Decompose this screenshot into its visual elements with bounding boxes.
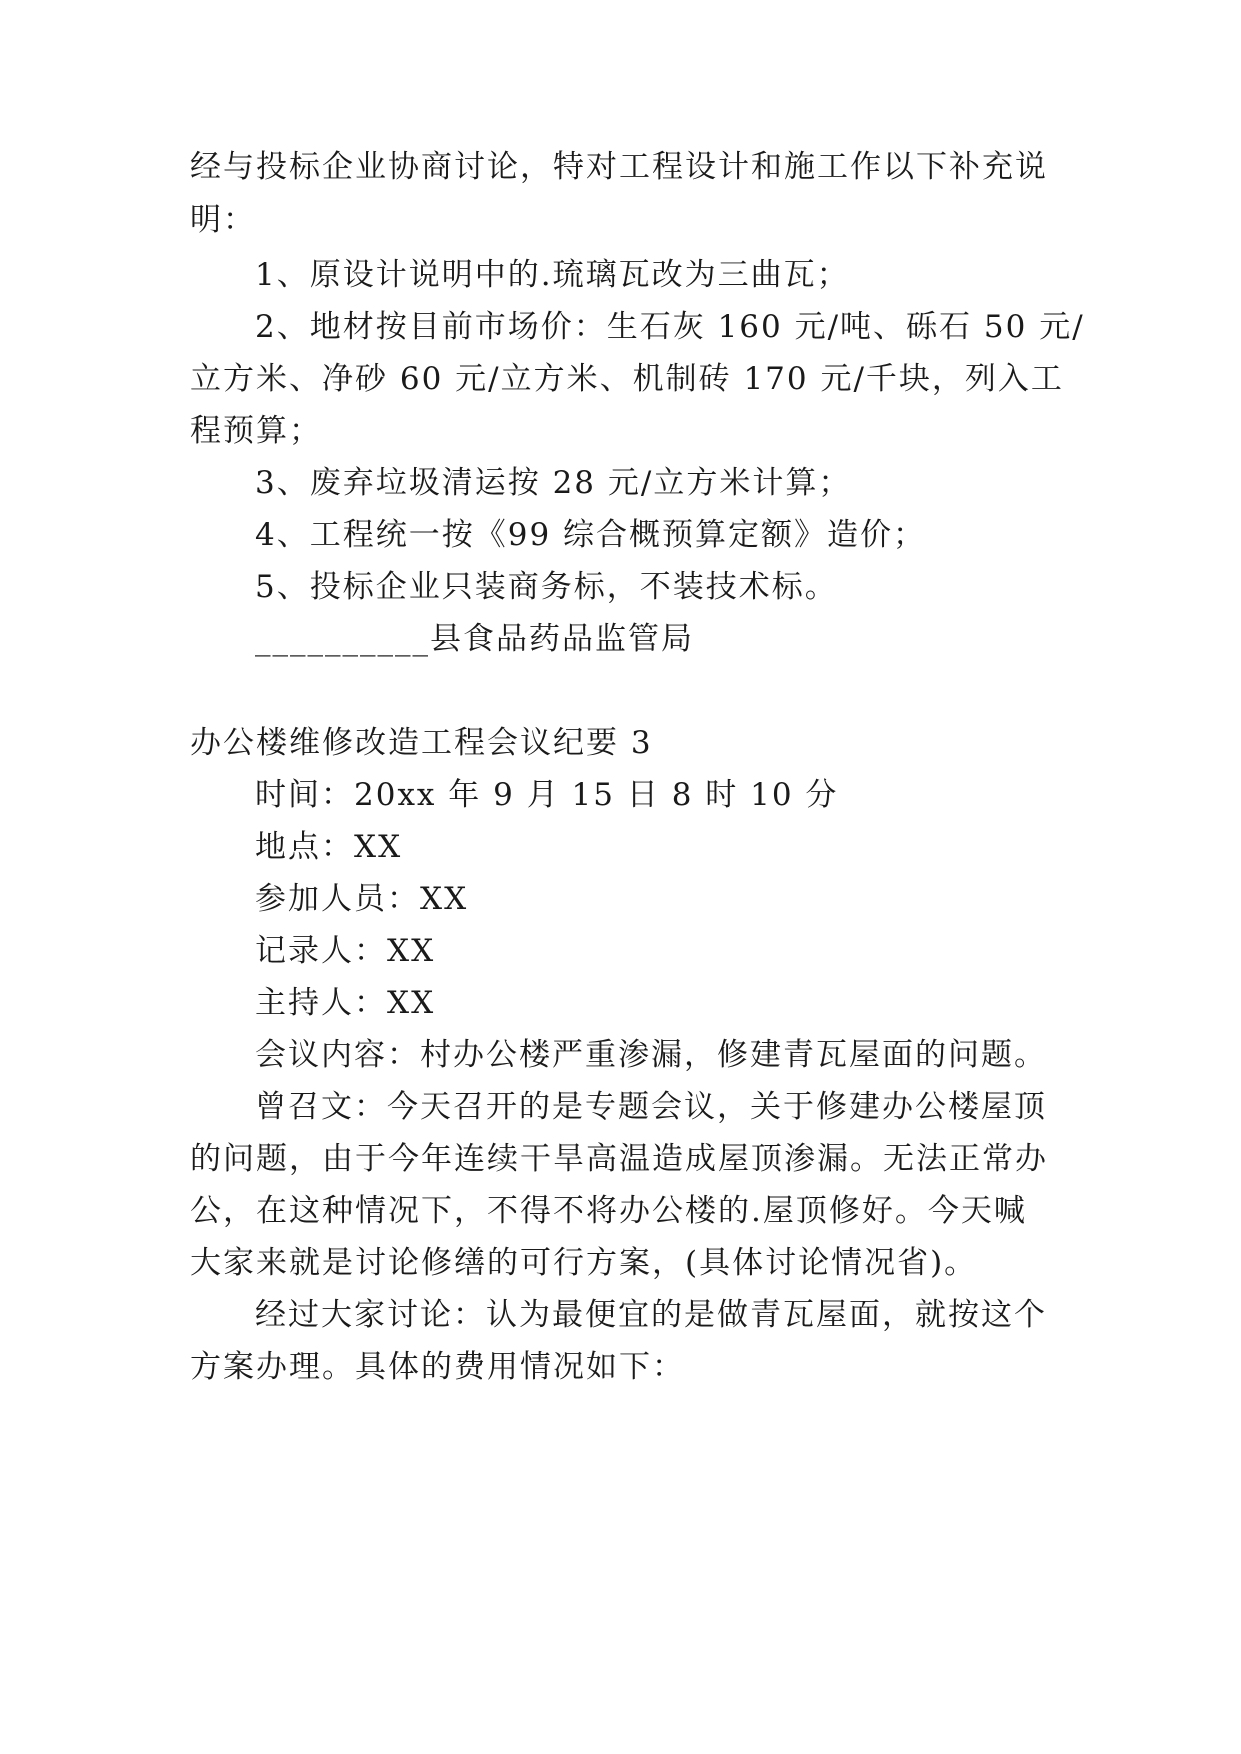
list-item-3: 3、废弃垃圾清运按 28 元/立方米计算；: [255, 465, 852, 501]
speech-paragraph-line: 曾召文：今天召开的是专题会议，关于修建办公楼屋顶: [255, 1089, 1047, 1125]
meeting-location: 地点：XX: [255, 829, 403, 865]
conclusion-paragraph-line: 经过大家讨论：认为最便宜的是做青瓦屋面，就按这个: [255, 1297, 1047, 1333]
speech-paragraph-line: 的问题，由于今年连续干旱高温造成屋顶渗漏。无法正常办: [190, 1141, 1048, 1177]
list-item-5: 5、投标企业只装商务标，不装技术标。: [255, 569, 838, 605]
meeting-time: 时间：20xx 年 9 月 15 日 8 时 10 分: [255, 777, 839, 813]
section-title: 办公楼维修改造工程会议纪要 3: [190, 725, 653, 761]
meeting-recorder: 记录人：XX: [255, 933, 436, 969]
list-item-4: 4、工程统一按《99 综合概预算定额》造价；: [255, 517, 927, 553]
meeting-host: 主持人：XX: [255, 985, 436, 1021]
list-item-2-continuation: 程预算；: [190, 413, 322, 449]
meeting-participants: 参加人员：XX: [255, 881, 469, 917]
list-item-2: 2、地材按目前市场价：生石灰 160 元/吨、砾石 50 元/: [255, 309, 1085, 345]
conclusion-paragraph-line: 方案办理。具体的费用情况如下：: [190, 1349, 685, 1385]
list-item-1: 1、原设计说明中的.琉璃瓦改为三曲瓦；: [255, 257, 850, 293]
intro-text-line: 明：: [190, 202, 256, 238]
speech-paragraph-line: 公，在这种情况下，不得不将办公楼的.屋顶修好。今天喊: [190, 1193, 1027, 1229]
intro-text-line: 经与投标企业协商讨论，特对工程设计和施工作以下补充说: [190, 149, 1048, 185]
meeting-content: 会议内容：村办公楼严重渗漏，修建青瓦屋面的问题。: [255, 1037, 1047, 1073]
list-item-2-continuation: 立方米、净砂 60 元/立方米、机制砖 170 元/千块，列入工: [190, 361, 1064, 397]
signature-line: __________县食品药品监管局: [255, 621, 694, 657]
speech-paragraph-line: 大家来就是讨论修缮的可行方案，(具体讨论情况省)。: [190, 1245, 978, 1281]
